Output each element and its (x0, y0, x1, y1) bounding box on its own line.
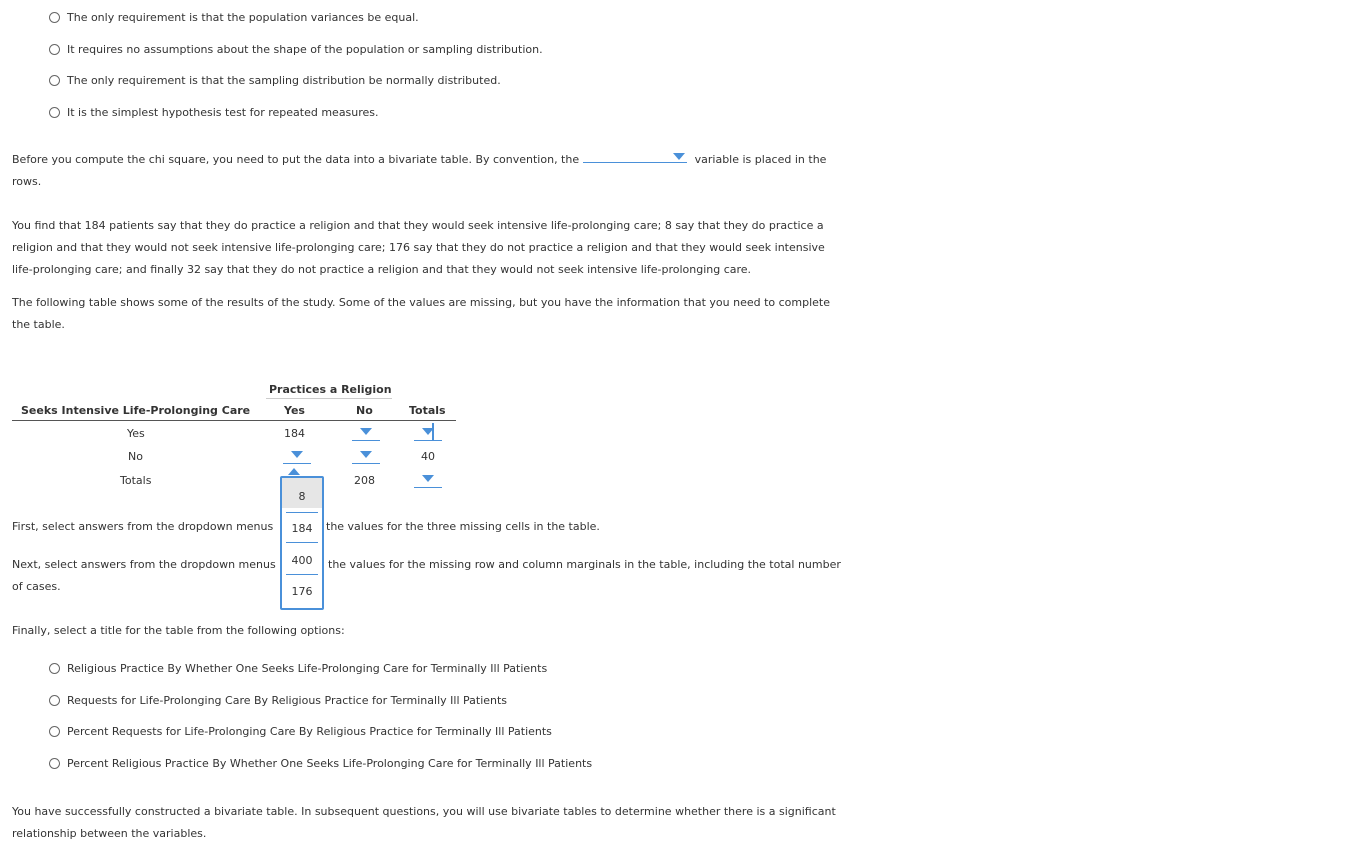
option-label: It requires no assumptions about the shape of the population or sampling distribution. (67, 42, 543, 56)
row-label-no: No (128, 450, 143, 463)
dropdown-option[interactable]: 176 (291, 585, 313, 598)
title-option-percent-requests[interactable] (49, 723, 552, 739)
option-no-assumptions[interactable] (49, 41, 543, 57)
cell-totals-totals-dropdown[interactable] (414, 473, 442, 488)
radio-button[interactable] (49, 663, 60, 674)
dropdown-option[interactable]: 8 (298, 490, 306, 503)
option-repeated-measures[interactable] (49, 104, 379, 120)
row-header: Seeks Intensive Life-Prolonging Care (21, 404, 251, 417)
cell-yes-no-dropdown[interactable] (352, 426, 380, 441)
cell-yes-yes: 184 (284, 427, 305, 440)
divider (266, 398, 392, 399)
instruction-next: Next, select answers from the dropdown menus (12, 558, 276, 571)
column-header-yes: Yes (284, 404, 305, 417)
cell-no-totals: 40 (421, 450, 435, 463)
sentence-text: Before you compute the chi square, you need to put the data into a bivariate table. By convention, the (12, 153, 580, 166)
cell-no-yes-dropdown[interactable] (283, 449, 311, 464)
title-option-requests[interactable] (49, 692, 507, 708)
instruction-next-after: the values for the missing row and column marginals in the table, including the total number (328, 558, 841, 571)
variable-dropdown[interactable] (583, 150, 687, 163)
sentence-text: rows. (12, 175, 42, 188)
option-label: Religious Practice By Whether One Seeks Life-Prolonging Care for Terminally Ill Patients (67, 661, 548, 675)
option-label: Requests for Life-Prolonging Care By Religious Practice for Terminally Ill Patients (67, 693, 508, 707)
bivariate-sentence (12, 149, 842, 193)
title-option-religious-practice[interactable] (49, 660, 547, 676)
cell-no-no-dropdown[interactable] (352, 449, 380, 464)
radio-button[interactable] (49, 12, 60, 23)
option-label: Percent Requests for Life-Prolonging Care By Religious Practice for Terminally Ill Patients (67, 724, 552, 738)
column-header-totals: Totals (409, 404, 446, 417)
radio-button[interactable] (49, 726, 60, 737)
option-label: The only requirement is that the population variances be equal. (67, 10, 419, 24)
divider (12, 420, 456, 421)
chevron-down-icon (291, 451, 303, 458)
divider (286, 574, 318, 575)
instruction-first-after: the values for the three missing cells in the table. (326, 520, 600, 533)
radio-button[interactable] (49, 75, 60, 86)
column-header-no: No (356, 404, 373, 417)
table-intro-paragraph: The following table shows some of the results of the study. Some of the values are missing, but you have the information that you need to complete the table. (12, 296, 831, 331)
chevron-down-icon (673, 153, 685, 160)
row-label-totals: Totals (120, 474, 152, 487)
closing-paragraph: You have successfully constructed a bivariate table. In subsequent questions, you will use bivariate tables to determine whether there is a significant relationship between the variables. (12, 805, 836, 840)
divider (286, 512, 318, 513)
cell-totals-no: 208 (354, 474, 375, 487)
title-option-percent-religious[interactable] (49, 755, 592, 771)
column-group-header: Practices a Religion (269, 383, 392, 396)
chevron-down-icon (422, 475, 434, 482)
chevron-up-icon (288, 468, 300, 475)
instruction-finally: Finally, select a title for the table from the following options: (12, 624, 345, 637)
option-normal-sampling[interactable] (49, 72, 501, 88)
instruction-next-line2: of cases. (12, 580, 61, 593)
divider (286, 542, 318, 543)
row-label-yes: Yes (127, 427, 145, 440)
option-equal-variances[interactable] (49, 9, 419, 25)
option-label: Percent Religious Practice By Whether One Seeks Life-Prolonging Care for Terminally Ill Patients (67, 756, 593, 770)
radio-button[interactable] (49, 695, 60, 706)
dropdown-option[interactable]: 400 (291, 554, 313, 567)
radio-button[interactable] (49, 758, 60, 769)
text-cursor (432, 423, 434, 441)
chevron-down-icon (360, 451, 372, 458)
instruction-first: First, select answers from the dropdown menus (12, 520, 274, 533)
dropdown-option[interactable]: 184 (291, 522, 313, 535)
option-label: The only requirement is that the sampling distribution be normally distributed. (67, 73, 501, 87)
chevron-down-icon (360, 428, 372, 435)
radio-button[interactable] (49, 107, 60, 118)
radio-button[interactable] (49, 44, 60, 55)
sentence-text: variable is placed in the (694, 153, 827, 166)
findings-paragraph: You find that 184 patients say that they do practice a religion and that they would seek intensive life-prolonging care; 8 say that they do practice a religion and that they would not seek intensive life-prolonging care; 176 say that they do not practice a religion and that they would seek intensive life-prolonging care; and finally 32 say that they do not practice a religion and that they would not seek intensive life-prolonging care. (12, 219, 825, 276)
cell-yes-totals-dropdown[interactable] (414, 426, 442, 441)
option-label: It is the simplest hypothesis test for repeated measures. (67, 105, 379, 119)
dropdown-options-list[interactable] (280, 476, 324, 610)
